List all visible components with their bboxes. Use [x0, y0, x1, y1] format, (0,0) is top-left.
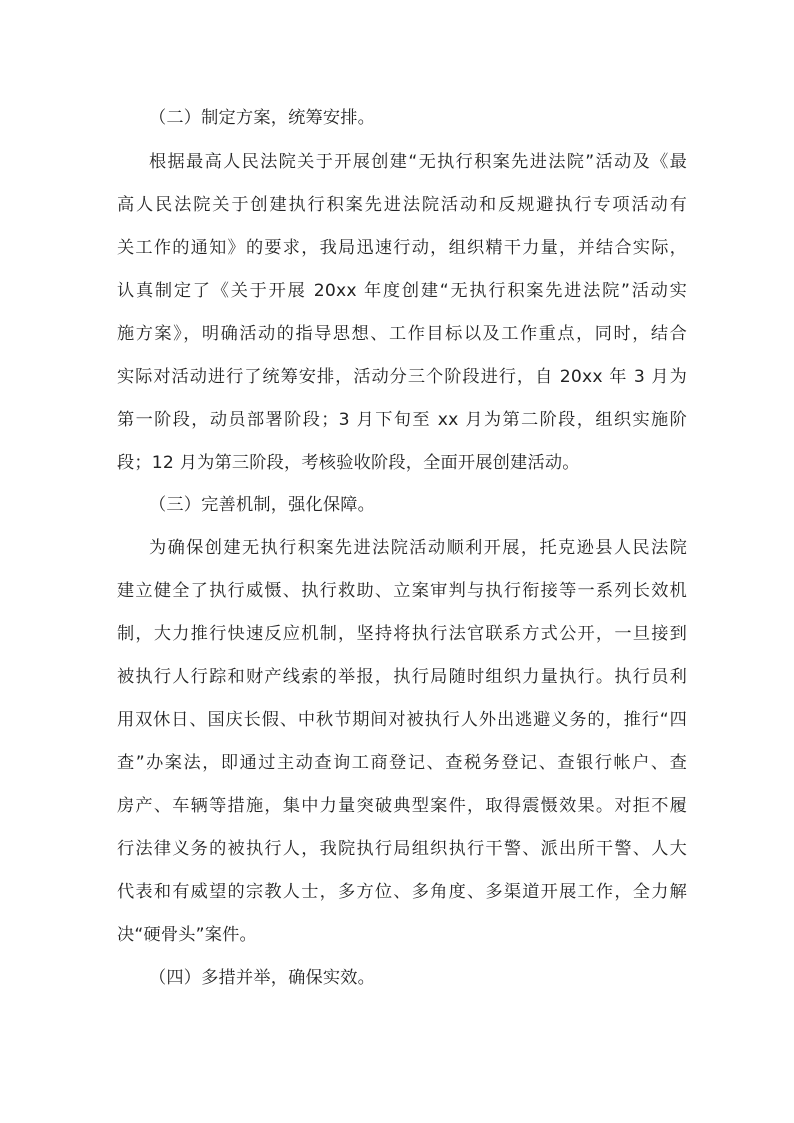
paragraph-line: 代表和有威望的宗教人士，多方位、多角度、多渠道开展工作，全力解: [117, 882, 687, 902]
paragraph-line: 段；12 月为第三阶段，考核验收阶段，全面开展创建活动。: [117, 453, 580, 473]
paragraph-line: 行法律义务的被执行人，我院执行局组织执行干警、派出所干警、人大: [117, 839, 687, 859]
paragraph-line: 为确保创建无执行积案先进法院活动顺利开展，托克逊县人民法院: [149, 538, 687, 558]
paragraph-line: 根据最高人民法院关于开展创建“无执行积案先进法院”活动及《最: [149, 152, 687, 172]
paragraph-line: 第一阶段，动员部署阶段；3 月下旬至 xx 月为第二阶段，组织实施阶: [117, 410, 687, 430]
section-heading-2: （二）制定方案，统筹安排。: [149, 108, 376, 128]
paragraph-line: 实际对活动进行了统筹安排，活动分三个阶段进行，自 20xx 年 3 月为: [117, 367, 687, 387]
paragraph-line: 被执行人行踪和财产线索的举报，执行局随时组织力量执行。执行员利: [117, 667, 687, 687]
paragraph-line: 查”办案法，即通过主动查询工商登记、查税务登记、查银行帐户、查: [117, 753, 687, 773]
paragraph-line: 关工作的通知》的要求，我局迅速行动，组织精干力量，并结合实际，: [117, 238, 687, 258]
paragraph-line: 用双休日、国庆长假、中秋节期间对被执行人外出逃避义务的，推行“四: [117, 710, 687, 730]
paragraph-line: 高人民法院关于创建执行积案先进法院活动和反规避执行专项活动有: [117, 195, 687, 215]
paragraph-line: 制，大力推行快速反应机制，坚持将执行法官联系方式公开，一旦接到: [117, 624, 687, 644]
paragraph-line: 建立健全了执行威慑、执行救助、立案审判与执行衔接等一系列长效机: [117, 581, 687, 601]
section-heading-4: （四）多措并举，确保实效。: [149, 968, 376, 988]
paragraph-line: 认真制定了《关于开展 20xx 年度创建“无执行积案先进法院”活动实: [117, 281, 687, 301]
paragraph-line: 施方案》，明确活动的指导思想、工作目标以及工作重点，同时，结合: [117, 324, 687, 344]
paragraph-line: 决“硬骨头”案件。: [117, 925, 257, 945]
section-heading-3: （三）完善机制，强化保障。: [149, 495, 376, 515]
paragraph-line: 房产、车辆等措施，集中力量突破典型案件，取得震慑效果。对拒不履: [117, 796, 687, 816]
